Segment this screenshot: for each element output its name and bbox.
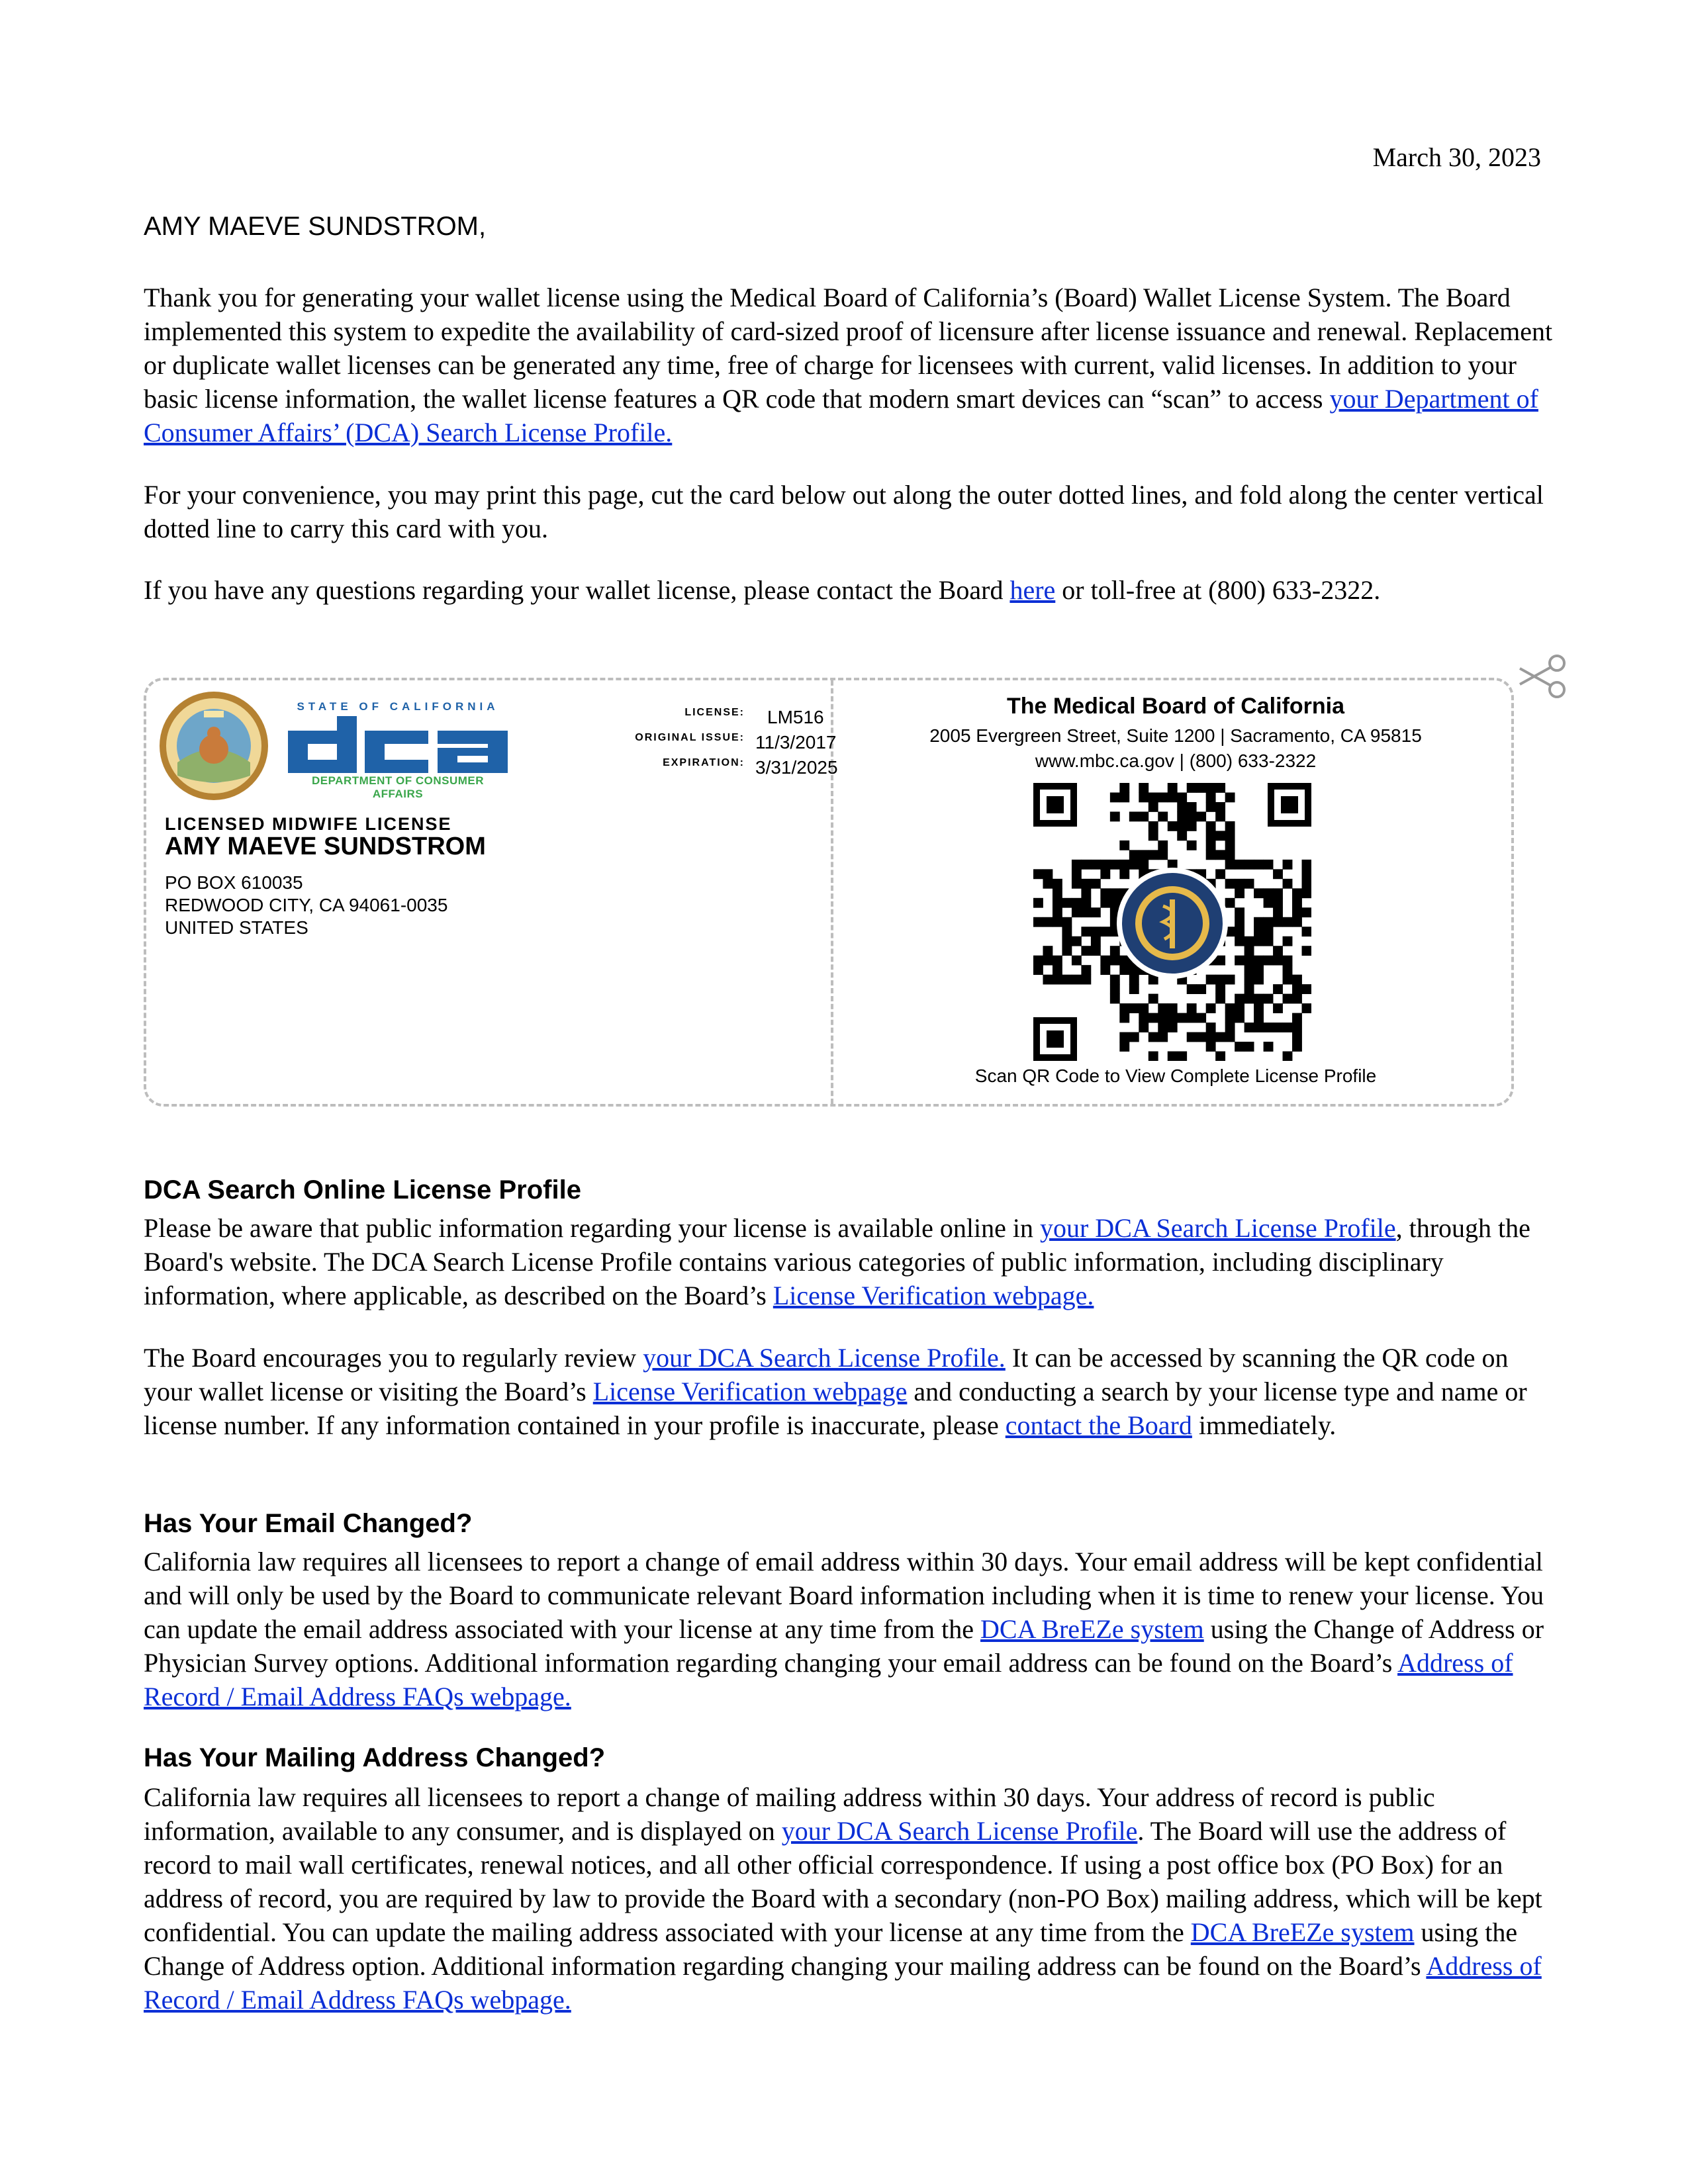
dca-p2-text: The Board encourages you to regularly review: [144, 1343, 643, 1373]
dca-profile-link[interactable]: your Department of Consumer Affairs’ (DCA) Search License Profile.: [144, 384, 1538, 447]
dca-p1-text-b: , through the Board's website. The DCA Search License Profile contains various categories of public information, including disciplinary information, where applicable, as described on the Board’s: [144, 1213, 1530, 1310]
license-label: LICENSE:: [684, 707, 745, 718]
contact-here-link[interactable]: here: [1009, 575, 1056, 605]
convenience-paragraph: For your convenience, you may print this page, cut the card below out along the outer dotted lines, and fold along the center vertical dotted line to carry this card with you.: [144, 480, 1544, 543]
address-line-1: PO BOX 610035: [165, 872, 303, 893]
dca-profile-link-4[interactable]: your DCA Search License Profile: [781, 1816, 1138, 1846]
mailing-text-c: using the Change of Address option. Additional information regarding changing your mailing address can be found on the Board’s: [144, 1917, 1518, 1981]
expiration-label: EXPIRATION:: [663, 757, 745, 768]
dca-logo: [288, 700, 508, 800]
breeze-system-link-2[interactable]: DCA BreEZe system: [1190, 1917, 1415, 1947]
questions-paragraph: [144, 573, 1554, 607]
dca-p2-text-b: It can be accessed by scanning the QR code on your wallet license or visiting the Board’s: [144, 1343, 1509, 1406]
breeze-system-link[interactable]: DCA BreEZe system: [980, 1614, 1204, 1644]
state-seal-icon: [158, 690, 270, 802]
board-website-phone: www.mbc.ca.gov | (800) 633-2322: [1035, 751, 1317, 771]
email-paragraph: [144, 1545, 1554, 1713]
address-faq-link[interactable]: Address of Record / Email Address FAQs webpage.: [144, 1648, 1513, 1711]
dca-logo-top-text: STATE OF CALIFORNIA: [297, 700, 499, 713]
license-type: LICENSED MIDWIFE LICENSE: [165, 814, 452, 834]
intro-text: Thank you for generating your wallet license using the Medical Board of California’s (Board) Wallet License System. The Board implemented this system to expedite the availability of card-sized proof of licensure after license issuance and renewal. Replacement or duplicate wallet licenses can be generated any time, free of charge for licensees with current, valid licenses. In addition to your basic license information, the wallet license features a QR code that modern smart devices can “scan” to access: [144, 283, 1553, 414]
dca-p2-text-c: and conducting a search by your license type and name or license number. If any information contained in your profile is inaccurate, please: [144, 1377, 1527, 1440]
email-text-b: using the Change of Address or Physician Survey options. Additional information regarding changing your email address can be found on the Board’s: [144, 1614, 1544, 1678]
scissors-icon: [1517, 653, 1569, 700]
board-name: The Medical Board of California: [1006, 694, 1345, 719]
questions-text-tail: or toll-free at (800) 633-2322.: [1055, 575, 1381, 605]
qr-code-icon[interactable]: [1033, 783, 1311, 1061]
dca-profile-link-3[interactable]: your DCA Search License Profile.: [643, 1343, 1006, 1373]
original-issue-value: 11/3/2017: [755, 732, 837, 752]
mailing-text: California law requires all licensees to report a change of mailing address within 30 days. Your address of record is public information, available to any consumer, and is displayed on: [144, 1782, 1435, 1846]
contact-board-link[interactable]: contact the Board: [1005, 1410, 1192, 1440]
email-text: California law requires all licensees to report a change of email address within 30 days. Your email address will be kept confidential and will only be used by the Board to communicate relevant Board information including when it is time to renew your license. You can update the email address associated with your license at any time from the: [144, 1547, 1544, 1644]
license-value: LM516: [767, 707, 824, 727]
original-issue-label: ORIGINAL ISSUE:: [635, 732, 745, 743]
holder-name: AMY MAEVE SUNDSTROM: [165, 833, 486, 860]
dca-section-heading: DCA Search Online License Profile: [144, 1175, 581, 1205]
dca-wordmark: [288, 716, 508, 773]
address-line-2: REDWOOD CITY, CA 94061-0035: [165, 895, 448, 915]
dca-paragraph-2: [144, 1341, 1554, 1442]
dca-p1-text: Please be aware that public information regarding your license is available online in: [144, 1213, 1040, 1243]
medical-board-seal-icon: [1117, 868, 1228, 979]
letter-date: March 30, 2023: [1372, 142, 1541, 172]
qr-caption: Scan QR Code to View Complete License Profile: [974, 1066, 1377, 1086]
wallet-license-card: [144, 678, 1514, 1107]
license-verification-link-2[interactable]: License Verification webpage: [592, 1377, 908, 1406]
mailing-paragraph: [144, 1780, 1554, 2017]
salutation: AMY MAEVE SUNDSTROM,: [144, 212, 487, 241]
dca-profile-link-2[interactable]: your DCA Search License Profile: [1039, 1213, 1396, 1243]
email-section-heading: Has Your Email Changed?: [144, 1509, 473, 1538]
address-faq-link-2[interactable]: Address of Record / Email Address FAQs webpage.: [144, 1951, 1542, 2015]
dca-p2-text-d: immediately.: [1192, 1410, 1336, 1440]
questions-text: If you have any questions regarding your wallet license, please contact the Board: [144, 575, 1010, 605]
dca-paragraph-1: [144, 1211, 1554, 1312]
address-line-3: UNITED STATES: [165, 917, 308, 938]
mailing-text-b: . The Board will use the address of record to mail wall certificates, renewal notices, and all other official correspondence. If using a post office box (PO Box) for an address of record, you are required by law to provide the Board with a secondary (non-PO Box) mailing address, which will be kept confidential. You can update the mailing address associated with your license at any time from the: [144, 1816, 1542, 1947]
board-address: 2005 Evergreen Street, Suite 1200 | Sacramento, CA 95815: [929, 725, 1422, 746]
license-verification-link[interactable]: License Verification webpage.: [773, 1281, 1094, 1310]
mailing-section-heading: Has Your Mailing Address Changed?: [144, 1743, 606, 1772]
expiration-value: 3/31/2025: [755, 757, 838, 778]
intro-paragraph: [144, 281, 1554, 449]
dca-logo-bottom-text: DEPARTMENT OF CONSUMER AFFAIRS: [311, 774, 484, 800]
